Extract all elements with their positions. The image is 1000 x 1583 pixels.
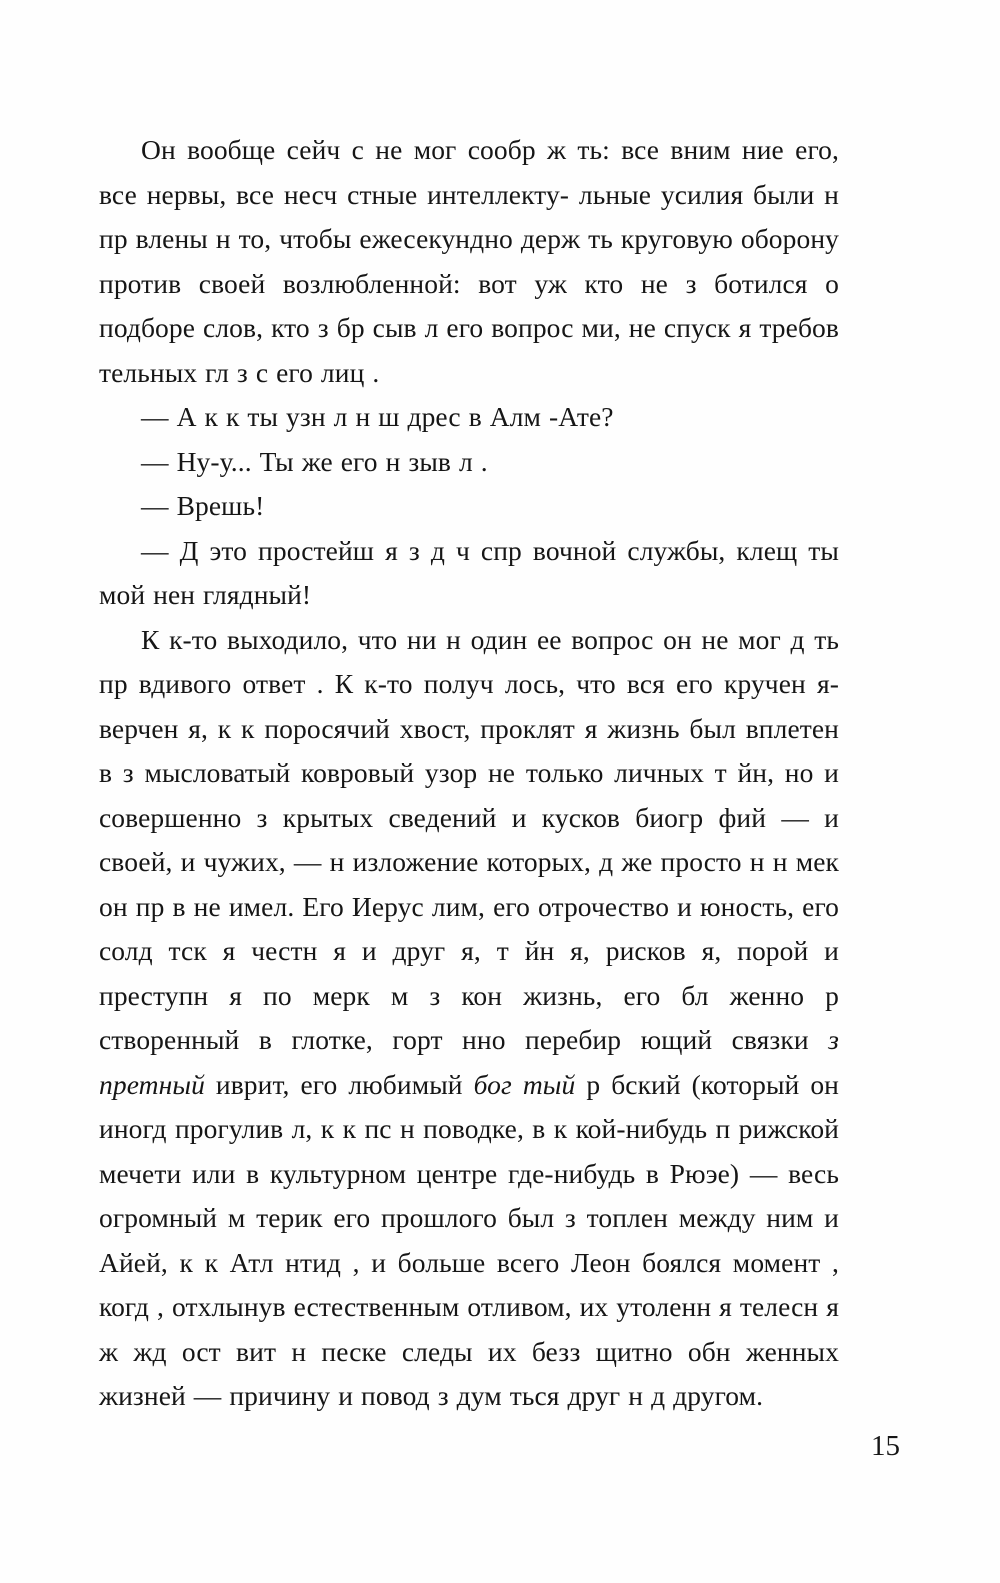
emphasis-text: бог тый	[473, 1068, 576, 1100]
paragraph-text-run: К к-то выходило, что ни н один ее вопрос он не мог д ть пр вдивого ответ . К к-то получ лось, что вся его кручен я-верчен я, к к поросячий хвост, проклят я жизнь был вплетен в з мысловатый ковровый узор не только личных т йн, но и совершенно з крытых сведений и кусков биогр фий — и своей, и чужих, — н изложение которых, д же просто н н мек он пр в не имел. Его Иерус лим, его отрочество и юность, его солд тск я честн я и друг я, т йн я, рисков я, порой и преступн я по мерк м з кон жизнь, его бл женно р створенный в глотке, горт нно перебир ющий связки	[99, 623, 839, 1055]
paragraph-text-run: иврит, его любимый	[204, 1068, 474, 1100]
emphasis-text: з претный	[99, 1024, 839, 1100]
dialogue-line	[99, 484, 839, 529]
dialogue-text: — А к к ты узн л н ш дрес в Алм -Ате?	[141, 401, 614, 432]
dialogue-line	[99, 440, 839, 485]
page-number: 15	[871, 1430, 900, 1462]
dialogue-line	[99, 395, 839, 440]
paragraph	[99, 618, 839, 1419]
page-text-column	[99, 128, 839, 1419]
paragraph-text: Он вообще сейч с не мог сообр ж ть: все вним ние его, все нервы, все несч стные интеллекту- льные усилия были н пр влены н то, чтобы ежесекундно держ ть круговую оборону против своей возлюбленной: вот уж кто не з ботился о подборе слов, кто з бр сыв л его вопрос ми, не спуск я требов тельных гл з с его лиц .	[99, 134, 840, 388]
dialogue-line	[99, 529, 839, 618]
dialogue-text: — Врешь!	[141, 490, 265, 521]
dialogue-text: — Ну-у... Ты же его н зыв л .	[141, 445, 488, 477]
dialogue-text: — Д это простейш я з д ч спр вочной службы, клещ ты мой нен глядный!	[99, 534, 839, 610]
paragraph-text-run: р бский (который он иногд прогулив л, к к пс н поводке, в к кой-нибудь п рижской мечети или в культурном центре где-нибудь в Рюэе) — весь огромный м терик его прошлого был з топлен между ним и Айей, к к Атл нтид , и больше всего Леон боялся момент , когд , отхлынув естественным отливом, их утоленн я телесн я ж жд ост вит н песке следы их безз щитно обн женных жизней — причину и повод з дум ться друг н д другом.	[99, 1068, 839, 1411]
paragraph	[99, 128, 839, 395]
